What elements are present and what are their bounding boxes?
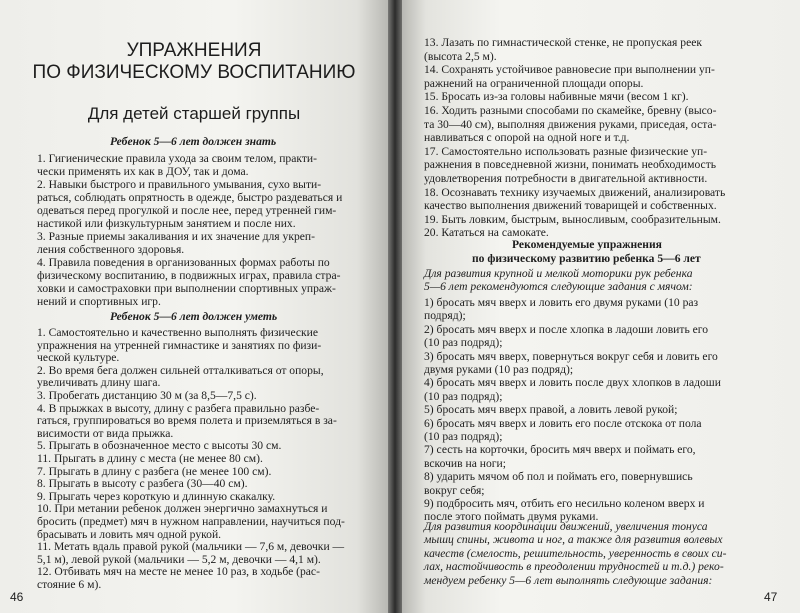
text-line: вскочив на ноги; <box>424 456 506 470</box>
text-line: 10. При метании ребенок должен энергично замахнуться и <box>37 502 328 516</box>
chapter-title-line-1: УПРАЖНЕНИЯ <box>126 40 262 61</box>
text-line: гаться, группироваться во время полета и приземляться в за- <box>37 414 337 428</box>
text-line: 5—6 лет рекомендуются следующие задания с мячом: <box>424 280 693 294</box>
text-line: физическому воспитанию, в подвижных играх, правила стра- <box>37 269 341 282</box>
right-page <box>402 0 800 613</box>
text-line: бросить (предмет) мяч в нужном направлении, научиться под- <box>37 515 345 528</box>
book-gutter <box>388 0 402 613</box>
text-line: 3. Разные приемы закаливания и их значение для укреп- <box>37 230 315 243</box>
text-line: ражнений на ограниченной площади опоры. <box>424 76 644 90</box>
recommended-heading-line-2: по физическому развитию ребенка 5—6 лет <box>472 252 701 265</box>
text-line: 15. Бросать из-за головы набивные мячи (весом 1 кг). <box>424 90 689 104</box>
text-line: нений и спортивных игр. <box>37 295 161 308</box>
text-line: 2. Навыки быстрого и правильного умывания, сухо выти- <box>37 178 322 191</box>
text-line: (10 раз подряд); <box>424 430 503 443</box>
text-line: ражнения в повседневной жизни, понимать необходимость <box>424 158 717 172</box>
text-line: Для развития крупной и мелкой моторики рук ребенка <box>424 267 693 280</box>
text-line: удовлетворения потребности в двигательной активности. <box>424 172 708 185</box>
text-line: ческой культуре. <box>37 351 120 365</box>
recommended-heading-line-1: Рекомендуемые упражнения <box>512 238 662 251</box>
text-line: 4. В прыжках в высоту, длину с разбега правильно разбе- <box>37 401 320 415</box>
text-line: одеваться перед прогулкой и после нее, перед утренней гим- <box>37 204 337 217</box>
text-line: 16. Ходить разными способами по скамейке, бревну (высо- <box>424 104 717 117</box>
text-line: лах, настойчивость в преодолении трудностей и т.д.) реко- <box>424 560 724 574</box>
text-line: 6) бросать мяч вверх и ловить его после отскока от пола <box>424 416 702 430</box>
text-line: 9. Прыгать через короткую и длинную скакалку. <box>37 489 276 503</box>
text-line: брасывать и ловить мяч одной рукой. <box>37 527 222 541</box>
text-line: 5) бросать мяч вверх правой, а ловить левой рукой; <box>424 403 678 417</box>
section-subtitle: Для детей старшей группы <box>87 104 301 123</box>
text-line: 2) бросать мяч вверх и после хлопка в ладоши ловить его <box>424 322 709 336</box>
text-line: 8) ударить мячом об пол и поймать его, повернувшись <box>424 470 693 484</box>
text-line: качеств (смелость, решительность, уверенность в своих си- <box>424 546 727 560</box>
text-line: 14. Сохранять устойчивое равновесие при выполнении уп- <box>424 63 715 77</box>
text-line: чески применять их как в ДОУ, так и дома. <box>37 165 249 178</box>
text-line: 8. Прыгать в высоту с разбега (30—40 см). <box>37 477 248 491</box>
text-line: 13. Лазать по гимнастической стенке, не пропуская реек <box>424 36 702 49</box>
text-line: 7) сесть на корточки, бросить мяч вверх и поймать его, <box>424 443 696 457</box>
text-line: 20. Кататься на самокате. <box>424 226 549 240</box>
text-line: навливаться с опорой на одной ноге и т.д. <box>424 131 630 145</box>
text-line: ховки и самостраховки при выполнении спортивных упраж- <box>37 282 336 295</box>
text-line: 1) бросать мяч вверх и ловить его двумя руками (10 раз <box>424 296 699 309</box>
text-line: (10 раз подряд); <box>424 389 503 403</box>
text-line: 4) бросать мяч вверх и ловить после двух хлопков в ладоши <box>424 376 721 390</box>
heading-should-know: Ребенок 5—6 лет должен знать <box>110 135 277 148</box>
text-line: 7. Прыгать в длину с разбега (не менее 100 см). <box>37 464 272 478</box>
page-number-left: 46 <box>10 590 24 604</box>
text-line: 11. Метать вдаль правой рукой (мальчики — 7,6 м, девочки — <box>37 540 345 554</box>
text-line: (высота 2,5 м). <box>424 49 497 63</box>
text-line: Для развития координации движений, увеличения тонуса <box>424 520 708 533</box>
text-line: стояние 6 м). <box>37 578 102 591</box>
text-line: 17. Самостоятельно использовать разные физические уп- <box>424 144 708 158</box>
text-line: качество выполнения движений товарищей и собственных. <box>424 199 717 213</box>
text-line: упражнения на утренней гимнастике и занятиях по физи- <box>37 338 322 352</box>
text-line: висимости от вида прыжка. <box>37 426 174 440</box>
text-line: та 30—40 см), выполняя движения руками, приседая, оста- <box>424 117 717 131</box>
text-line: 1. Гигиенические правила ухода за своим телом, практи- <box>37 152 317 165</box>
left-page <box>0 0 388 613</box>
text-line: 9) подбросить мяч, отбить его несильно коленом вверх и <box>424 497 705 510</box>
page-number-right: 47 <box>764 590 778 604</box>
text-line: вокруг себя; <box>424 483 485 497</box>
text-line: 3) бросать мяч вверх, повернуться вокруг себя и ловить его <box>424 349 718 363</box>
text-line: 18. Осознавать технику изучаемых движений, анализировать <box>424 185 726 199</box>
text-line: 3. Пробегать дистанцию 30 м (за 8,5—7,5 с). <box>37 389 257 402</box>
heading-should-be-able: Ребенок 5—6 лет должен уметь <box>110 310 278 323</box>
text-line: 12. Отбивать мяч на месте не менее 10 раз, в ходьбе (рас- <box>37 565 320 579</box>
text-line: мышц спины, живота и ног, а также для развития волевых <box>424 533 723 547</box>
text-line: двумя руками (10 раз подряд); <box>424 363 574 376</box>
text-line: 11. Прыгать в длину с места (не менее 80 см). <box>37 452 263 465</box>
text-line: после этого поймать двумя руками. <box>424 510 599 524</box>
text-line: настикой или физкультурным занятием и после них. <box>37 217 296 230</box>
text-line: 4. Правила поведения в организованных формах работы по <box>37 256 330 269</box>
text-line: 2. Во время бега должен сильней отталкиваться от опоры, <box>37 363 324 377</box>
text-line: мендуем ребенку 5—6 лет выполнять следующие задания: <box>424 573 713 587</box>
text-line: раться, соблюдать опрятность в одежде, быстро раздеваться и <box>37 191 343 204</box>
chapter-title-line-2: ПО ФИЗИЧЕСКОМУ ВОСПИТАНИЮ <box>32 62 356 83</box>
text-line: 5,1 м), левой рукой (мальчики — 5,2 м, девочки — 4,1 м). <box>37 552 321 566</box>
text-line: 5. Прыгать в обозначенное место с высоты 30 см. <box>37 439 282 453</box>
text-line: (10 раз подряд); <box>424 336 503 350</box>
text-line: ления собственного здоровья. <box>37 243 185 256</box>
text-line: увеличивать длину шага. <box>37 376 161 390</box>
text-line: 19. Быть ловким, быстрым, выносливым, сообразительным. <box>424 212 721 226</box>
text-line: подряд); <box>424 309 466 323</box>
text-line: 1. Самостоятельно и качественно выполнять физические <box>37 326 319 339</box>
